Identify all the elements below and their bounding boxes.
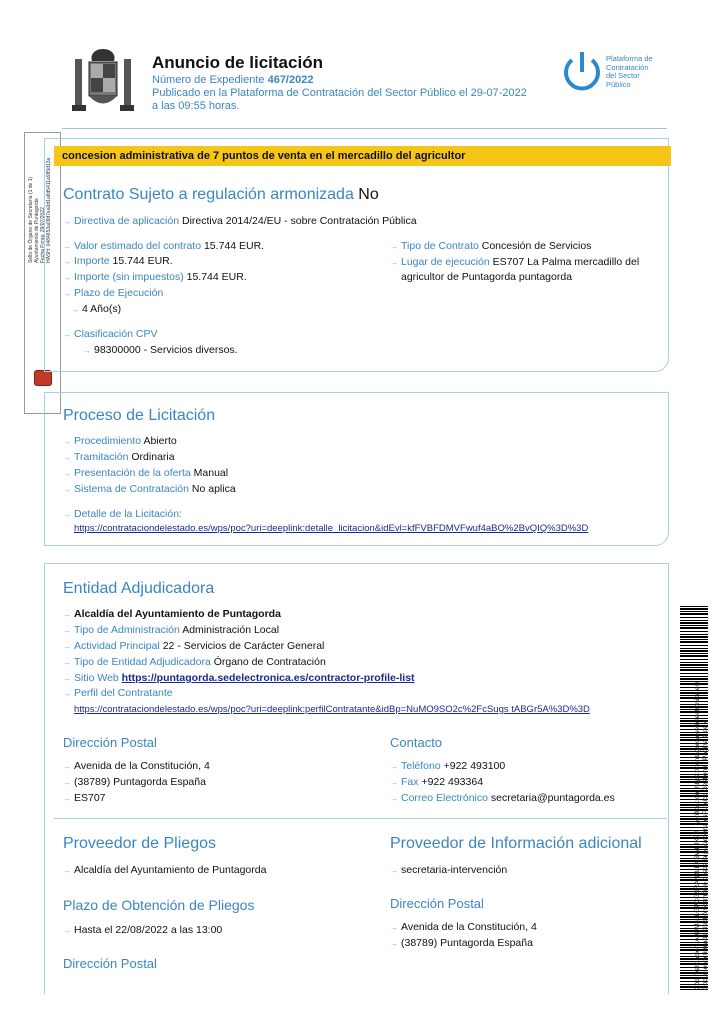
coat-of-arms-logo [70,45,136,117]
lugar-row-cont: agricultor de Puntagorda puntagorda [401,271,573,283]
page-title: Anuncio de licitación [152,53,323,72]
tipo-contrato-row: → Tipo de Contrato Concesión de Servicios [390,240,592,252]
contacto-title: Contacto [390,735,443,750]
plazo-row: → Plazo de Ejecución [63,287,164,299]
detalle-row: → Detalle de la Licitación: [63,508,182,520]
tramitacion-row: → Tramitación Ordinaria [63,451,175,463]
contract-banner: concesion administrativa de 7 puntos de venta en el mercadillo del agricultor [54,146,671,166]
plazo-pliegos-title: Plazo de Obtención de Pliegos [63,897,255,913]
directiva-row: → Directiva de aplicación Directiva 2014/24/EU - sobre Contratación Pública [63,215,417,227]
cpv-row: → Clasificación CPV [63,328,158,340]
info-value: → secretaria-intervención [390,864,508,876]
info-direccion-title: Dirección Postal [390,896,484,911]
verification-line-2: Documento firmado electrónicamente desde la plataforma esPublico Gestiona | Página 1 de 4 [702,719,709,990]
entidad-title: Entidad Adjudicadora [63,580,215,597]
telefono-row: → Teléfono +922 493100 [390,760,506,772]
web-row: → Sitio Web https://puntagorda.sedelectronica.es/contractor-profile-list [63,672,415,684]
power-icon [560,50,604,96]
contrato-title-value: No [358,186,379,203]
verification-text [694,681,710,990]
logo-line-3: del Sector [606,71,640,80]
info-dir-2: → (38789) Puntagorda España [390,937,533,949]
header-divider [62,128,667,129]
dir-line-1: → Avenida de la Constitución, 4 [63,760,210,772]
logo-line-1: Plataforma de [606,54,653,63]
procedimiento-row: → Procedimiento Abierto [63,435,177,447]
cpv-value: → 98300000 - Servicios diversos. [83,344,238,356]
fax-row: → Fax +922 493364 [390,776,484,788]
stamp-line-4: HASH: 0484653a09d7ea0d1a8d5411a985d13a [46,157,52,263]
actividad-row: → Actividad Principal 22 - Servicios de Carácter General [63,640,325,652]
info-dir-1: → Avenida de la Constitución, 4 [390,921,537,933]
proceso-title: Proceso de Licitación [63,407,216,424]
info-title: Proveedor de Información adicional [390,835,642,852]
expediente-number: 467/2022 [267,74,314,86]
contrato-title: Contrato Sujeto a regulación armonizada No [63,186,379,203]
dir-line-2: → (38789) Puntagorda España [63,776,206,788]
dir-line-3: → ES707 [63,792,106,804]
importe-sin-row: → Importe (sin impuestos) 15.744 EUR. [63,271,247,283]
web-link[interactable]: https://puntagorda.sedelectronica.es/contractor-profile-list [121,672,415,684]
presentacion-row: → Presentación de la oferta Manual [63,467,229,479]
logo-line-4: Público [606,79,631,89]
entidad-divider [54,818,667,819]
email-row: → Correo Electrónico secretaria@puntagorda.es [390,792,615,804]
lugar-row: → Lugar de ejecución ES707 La Palma mercadillo del [390,256,640,268]
expediente-line [152,74,313,87]
direccion-title: Dirección Postal [63,735,157,750]
stamp-line-3: Fecha Firma: 29/07/2022 [40,207,46,263]
logo-line-2: Contratación [606,62,649,72]
entidad-name: → Alcaldía del Ayuntamiento de Puntagorda [63,608,281,620]
stamp-line-2: Ayuntamiento de Puntagorda [34,198,40,263]
published-time: a las 09:55 horas. [152,100,240,112]
plataforma-logo [560,50,670,100]
stamp-seal-icon [34,370,52,386]
pliegos-value: → Alcaldía del Ayuntamiento de Puntagorda [63,864,267,876]
tipo-entidad-row: → Tipo de Entidad Adjudicadora Órgano de Contratación [63,656,326,668]
perfil-row: → Perfil del Contratante [63,687,173,699]
published-line: Publicado en la Plataforma de Contratación del Sector Público el 29-07-2022 [152,87,527,99]
valor-row: → Valor estimado del contrato 15.744 EUR. [63,240,265,252]
detalle-link[interactable]: https://contrataciondelestado.es/wps/poc?uri=deeplink:detalle_licitacion&idEvl=kfFVBFDMVFwuf4aBO%2BvQIQ%3D%3D [74,523,589,534]
stamp-line-1: Sello de Órgano de Secretaría (1 de 1) [28,176,34,263]
expediente-label: Número de Expediente [152,74,265,86]
verification-line-1: Cód. Validación: A9UM4LLGPCGSRAN4LEXSWLJK3P | Verificación: https://puntagorda.sedelectronica.es/ [694,681,701,990]
plazo-value: → 4 Año(s) [71,303,122,315]
importe-row: → Importe 15.744 EUR. [63,255,173,267]
tipo-admin-row: → Tipo de Administración Administración Local [63,624,280,636]
pliegos-title: Proveedor de Pliegos [63,835,216,852]
perfil-link[interactable]: https://contrataciondelestado.es/wps/poc?uri=deeplink:perfilContratante&idBp=NuMO9SO2c%2FcSugs tABGr5A%3D%3D [74,704,590,715]
pliegos-direccion-title: Dirección Postal [63,956,157,971]
sistema-row: → Sistema de Contratación No aplica [63,483,236,495]
plazo-pliegos-value: → Hasta el 22/08/2022 a las 13:00 [63,924,223,936]
